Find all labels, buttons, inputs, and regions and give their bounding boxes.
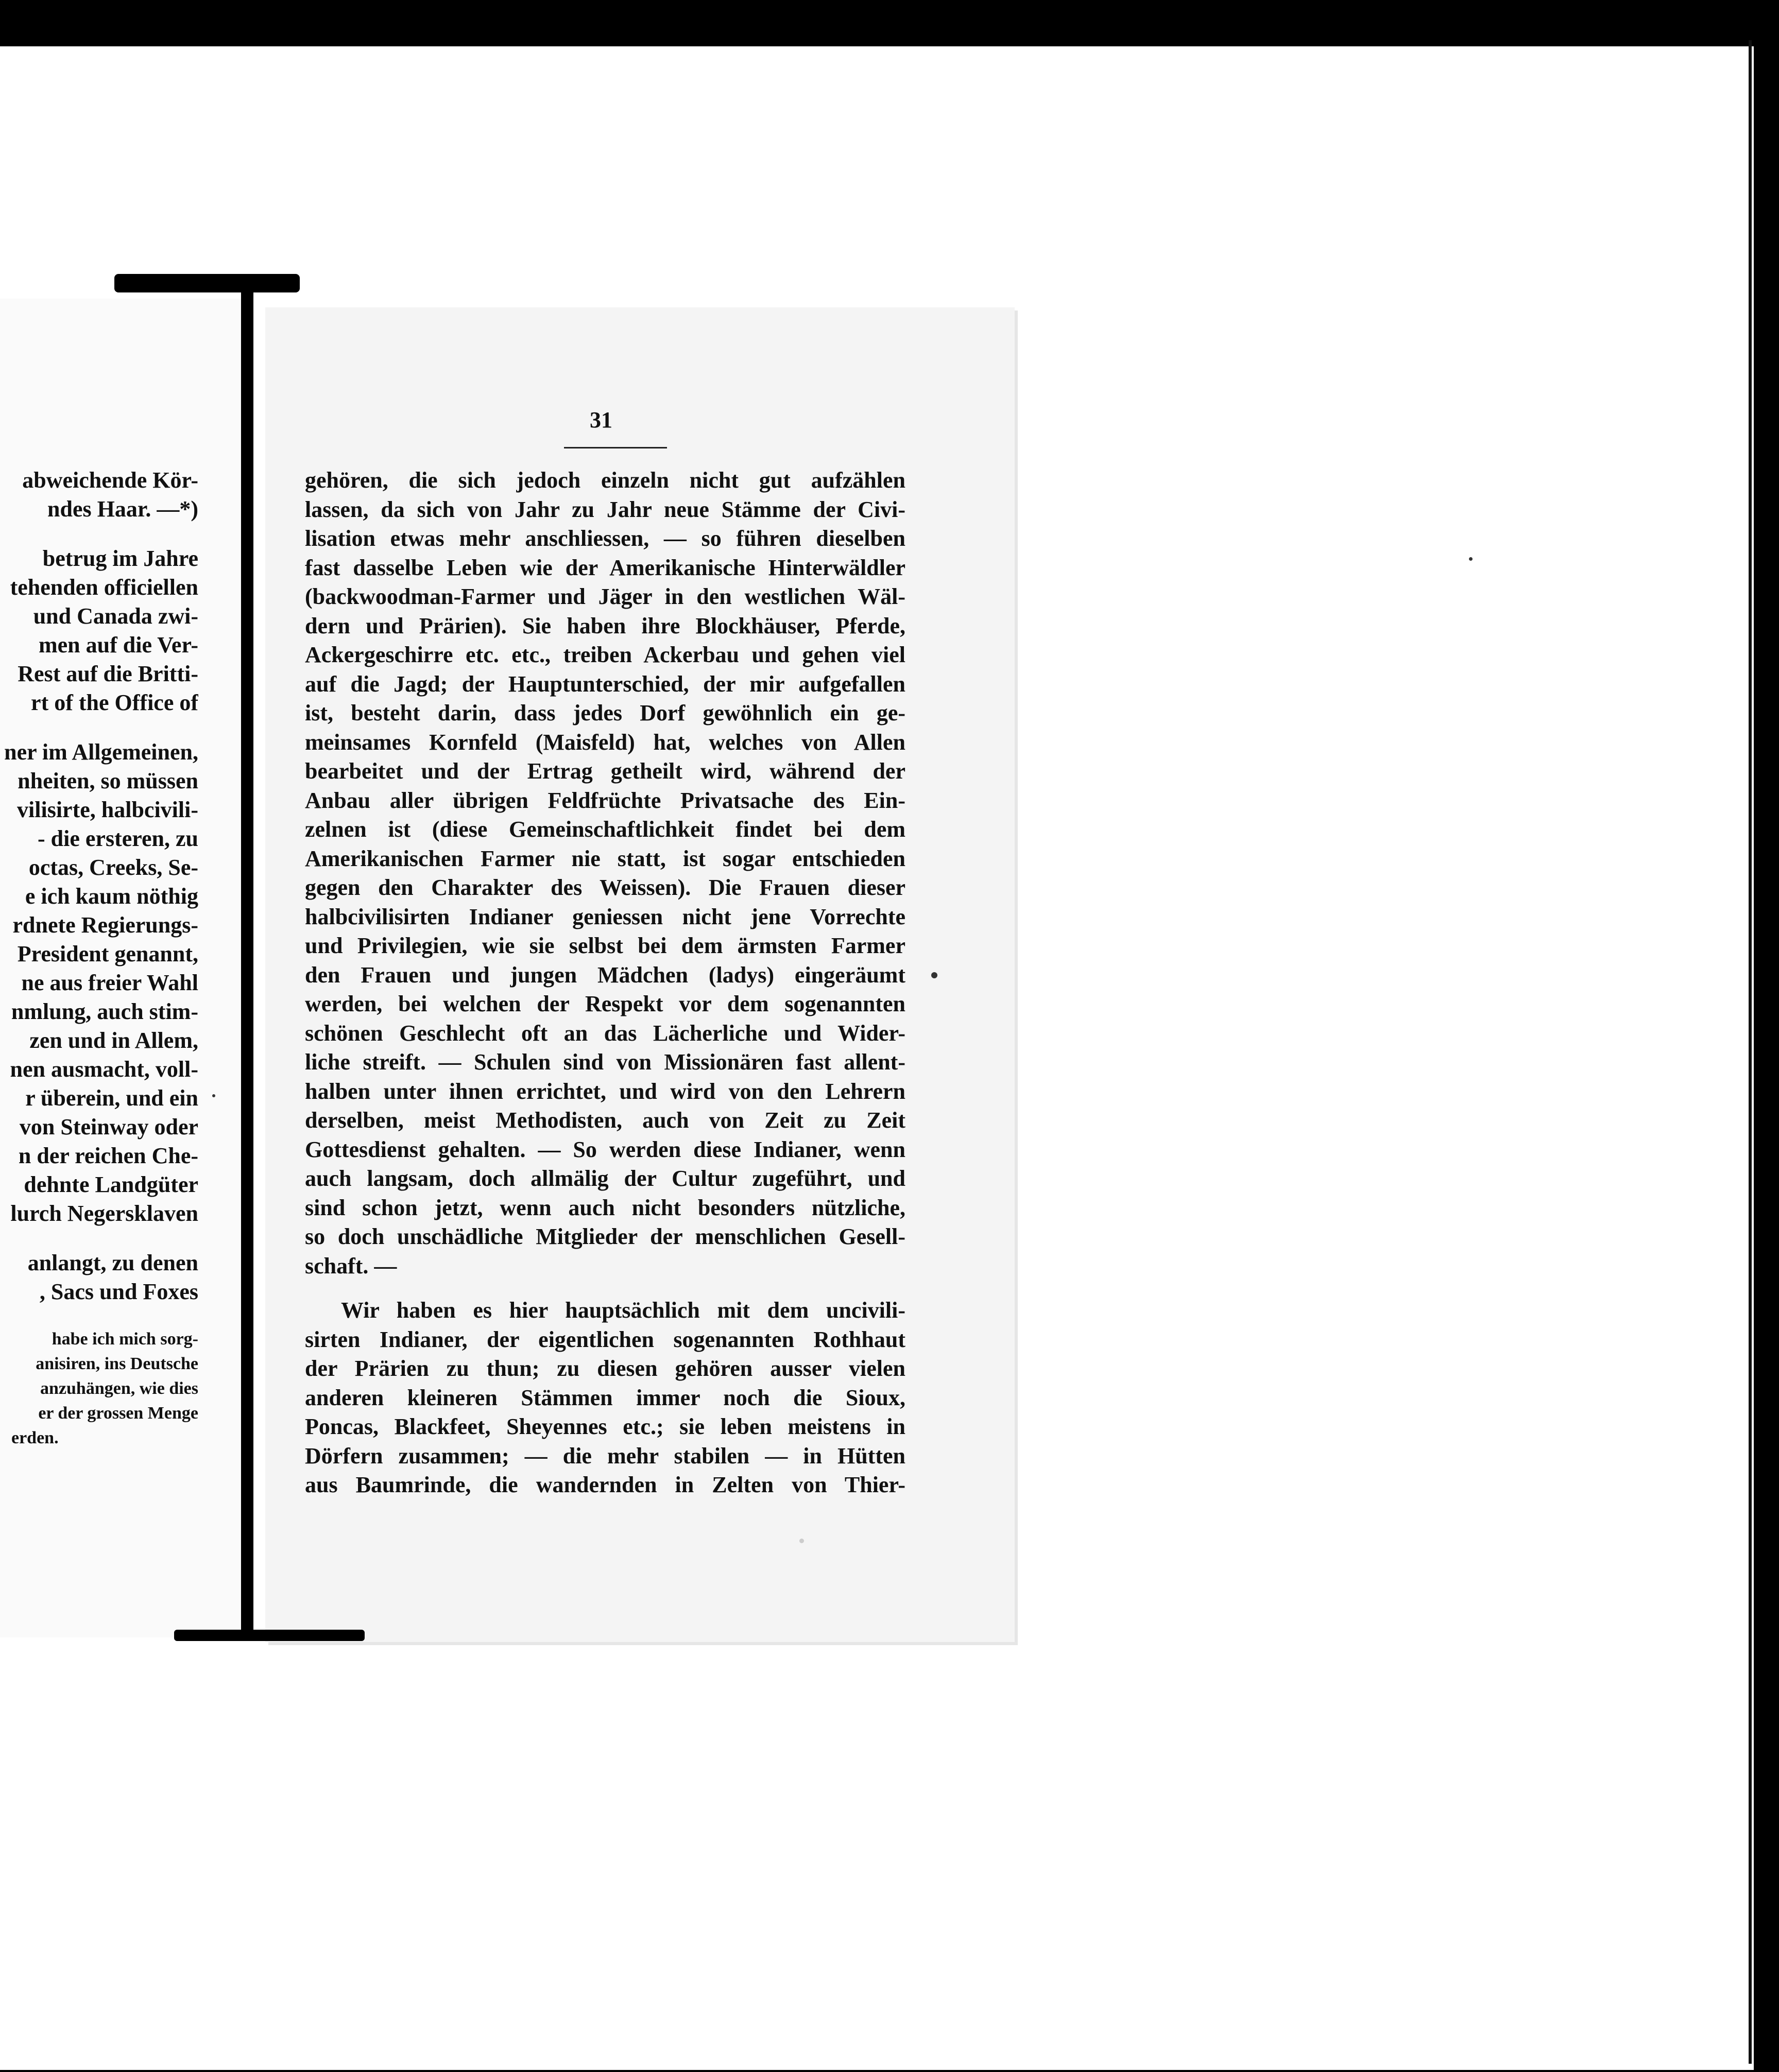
text-line: so doch unschädliche Mitglieder der menschlichen Gesell- (305, 1224, 905, 1249)
paragraph-gap (0, 524, 198, 544)
paragraph-gap (0, 1306, 198, 1327)
paragraph-gap (0, 1228, 198, 1249)
left-paragraph-3 (0, 738, 198, 1228)
text-line: halben unter ihnen errichtet, und wird von den Lehrern (305, 1078, 905, 1104)
text-line: Wir haben es hier hauptsächlich mit dem uncivili- (341, 1298, 905, 1323)
text-line: President genannt, (17, 941, 198, 966)
text-line: lassen, da sich von Jahr zu Jahr neue Stämme der Civi- (305, 496, 905, 522)
text-line: auch langsam, doch allmälig der Cultur zugeführt, und (305, 1166, 905, 1191)
text-line: ne aus freier Wahl (21, 970, 198, 995)
text-line: e ich kaum nöthig (25, 884, 198, 909)
text-line: Dörfern zusammen; — die mehr stabilen — in Hütten (305, 1443, 905, 1469)
text-line: von Steinway oder (19, 1114, 198, 1139)
text-line: tehenden officiellen (10, 575, 198, 600)
text-line: , Sacs und Foxes (39, 1279, 198, 1304)
footnote-line: anzuhängen, wie dies (40, 1379, 198, 1398)
text-line: Anbau aller übrigen Feldfrüchte Privatsache des Ein- (305, 787, 905, 813)
scan-border-top-right (1107, 0, 1779, 40)
text-line: gegen den Charakter des Weissen). Die Frauen dieser (305, 875, 905, 900)
text-line: dern und Prärien). Sie haben ihre Blockhäuser, Pferde, (305, 613, 905, 638)
text-line: lisation etwas mehr anschliessen, — so führen dieselben (305, 526, 905, 551)
text-line: schönen Geschlecht oft an das Lächerliche und Wider- (305, 1020, 905, 1046)
page-divider-bracket-top (114, 274, 300, 292)
text-line: derselben, meist Methodisten, auch von Zeit zu Zeit (305, 1108, 905, 1133)
page-number: 31 (590, 407, 612, 433)
text-line: ndes Haar. —*) (47, 496, 198, 522)
text-line: nmlung, auch stim- (11, 999, 198, 1024)
text-line: sirten Indianer, der eigentlichen sogenannten Rothhaut (305, 1326, 905, 1352)
page-divider-bracket (241, 291, 253, 1635)
page-divider-bracket-bottom (174, 1630, 365, 1641)
scan-speck (799, 1539, 804, 1543)
text-line: betrug im Jahre (42, 546, 198, 571)
text-line: schaft. — (305, 1253, 397, 1279)
text-line: gehören, die sich jedoch einzeln nicht gut aufzählen (305, 468, 905, 493)
text-line: Poncas, Blackfeet, Sheyennes etc.; sie leben meistens in (305, 1414, 905, 1439)
scan-speck (931, 972, 937, 978)
left-paragraph-4 (0, 1249, 198, 1306)
text-line: bearbeitet und der Ertrag getheilt wird, während der (305, 758, 905, 784)
text-line: lurch Negersklaven (10, 1201, 198, 1226)
scan-speck (1469, 557, 1473, 561)
left-paragraph-1 (0, 466, 198, 524)
text-line: liche streift. — Schulen sind von Missionären fast allent- (305, 1049, 905, 1075)
text-line: zelnen ist (diese Gemeinschaftlichkeit findet bei dem (305, 817, 905, 842)
text-line: octas, Creeks, Se- (28, 855, 198, 880)
text-line: rt of the Office of (31, 690, 198, 715)
text-line: - die ersteren, zu (38, 826, 198, 851)
text-line: Gottesdienst gehalten. — So werden diese Indianer, wenn (305, 1136, 905, 1162)
paragraph-gap (0, 717, 198, 738)
text-line: Rest auf die Britti- (18, 661, 198, 686)
scan-border-top-left (0, 0, 1097, 40)
text-line: der Prärien zu thun; zu diesen gehören ausser vielen (305, 1356, 905, 1381)
text-line: nheiten, so müssen (18, 768, 198, 793)
text-line: werden, bei welchen der Respekt vor dem sogenannten (305, 991, 905, 1016)
scan-border-right (1754, 40, 1779, 2072)
footnote-line: erden. (11, 1428, 59, 1447)
text-line: meinsames Kornfeld (Maisfeld) hat, welches von Allen (305, 729, 905, 755)
text-line: vilisirte, halbcivili- (17, 797, 198, 822)
text-line: sind schon jetzt, wenn auch nicht besonders nützliche, (305, 1195, 905, 1220)
text-line: nen ausmacht, voll- (10, 1057, 198, 1082)
main-paragraph-2 (305, 1296, 905, 1500)
text-line: anlangt, zu denen (27, 1250, 198, 1275)
text-line: fast dasselbe Leben wie der Amerikanische Hinterwäldler (305, 555, 905, 580)
left-paragraph-2 (0, 544, 198, 717)
page-number-rule (564, 447, 667, 448)
text-line: abweichende Kör- (22, 468, 198, 493)
text-line: (backwoodman-Farmer und Jäger in den westlichen Wäl- (305, 584, 905, 609)
left-page-text (0, 466, 198, 1451)
text-line: anderen kleineren Stämmen immer noch die Sioux, (305, 1385, 905, 1410)
text-line: n der reichen Che- (18, 1143, 198, 1168)
scan-speck (212, 1094, 215, 1097)
footnote-line: habe ich mich sorg- (52, 1329, 198, 1349)
text-line: den Frauen und jungen Mädchen (ladys) eingeräumt (305, 962, 905, 988)
text-line: Ackergeschirre etc. etc., treiben Ackerbau und gehen viel (305, 642, 905, 667)
main-paragraph-1 (305, 466, 905, 1281)
text-line: und Privilegien, wie sie selbst bei dem ärmsten Farmer (305, 933, 905, 958)
main-page-text (305, 466, 905, 1500)
text-line: und Canada zwi- (33, 603, 198, 629)
text-line: dehnte Landgüter (24, 1172, 198, 1197)
left-footnote (0, 1327, 198, 1451)
paragraph-gap (305, 1281, 905, 1296)
text-line: ner im Allgemeinen, (4, 739, 198, 765)
text-line: zen und in Allem, (29, 1028, 198, 1053)
scan-frame-line (1749, 40, 1752, 2064)
text-line: rdnete Regierungs- (12, 912, 198, 938)
text-line: Amerikanischen Farmer nie statt, ist sogar entschieden (305, 845, 905, 871)
footnote-line: er der grossen Menge (38, 1404, 198, 1423)
text-line: ist, besteht darin, dass jedes Dorf gewöhnlich ein ge- (305, 700, 905, 726)
text-line: men auf die Ver- (38, 632, 198, 658)
text-line: r überein, und ein (25, 1085, 198, 1111)
footnote-line: anisiren, ins Deutsche (36, 1354, 198, 1373)
text-line: auf die Jagd; der Hauptunterschied, der mir aufgefallen (305, 671, 905, 697)
text-line: aus Baumrinde, die wandernden in Zelten von Thier- (305, 1472, 905, 1497)
text-line: halbcivilisirten Indianer geniessen nicht jene Vorrechte (305, 904, 905, 929)
